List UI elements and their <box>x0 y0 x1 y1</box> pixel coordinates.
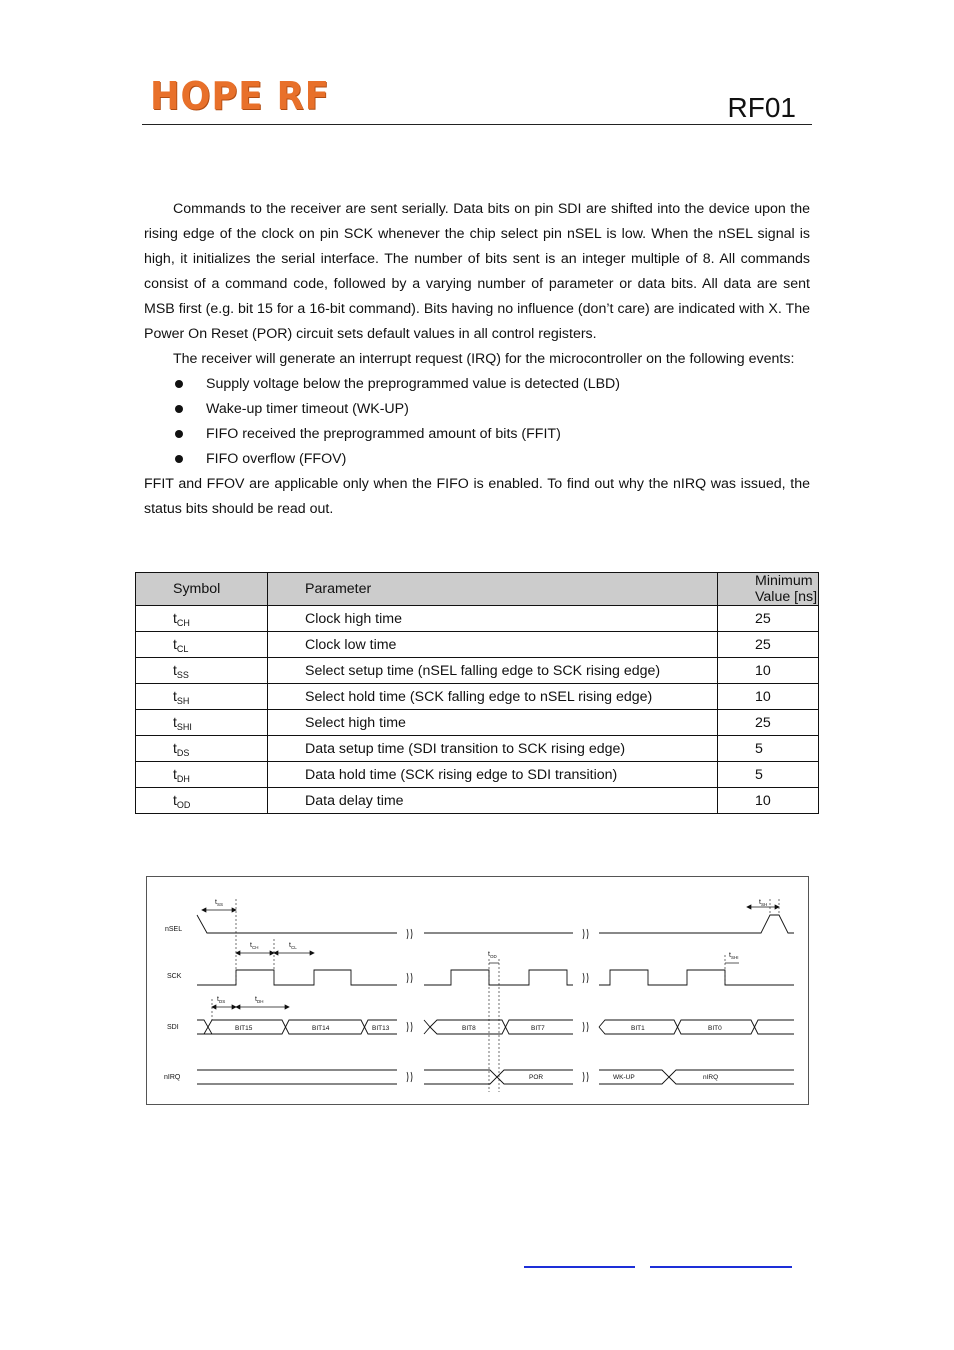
symbol-cell: $t_{SH}$ <box>136 684 268 710</box>
table-row <box>136 606 819 632</box>
timing-diagram <box>146 876 809 1105</box>
label-tshi: $t_{SHI}$ <box>729 952 739 960</box>
body-text <box>144 197 810 522</box>
table-row <box>136 736 819 762</box>
paragraph-status-bits: FFIT and FFOV are applicable only when the FIFO is enabled. To find out why the nIRQ was issued, the status bits should be read out. <box>144 476 810 517</box>
table-row <box>136 632 819 658</box>
bit-label: BIT13 <box>372 1025 390 1032</box>
bit-label: BIT0 <box>708 1025 722 1032</box>
min-value-cell: 25 <box>718 632 819 658</box>
bullet-icon <box>175 405 183 413</box>
table-header-row <box>136 573 819 606</box>
symbol-cell: $t_{DH}$ <box>136 762 268 788</box>
header-rule <box>142 124 812 125</box>
parameter-cell: Data hold time (SCK rising edge to SDI transition) <box>268 762 718 788</box>
column-header-parameter: Parameter <box>268 573 718 606</box>
list-item-text: FIFO overflow (FFOV) <box>206 451 347 467</box>
sck-waveform <box>197 970 794 985</box>
list-item <box>144 397 810 422</box>
column-header-symbol: Symbol <box>136 573 268 606</box>
bullet-icon <box>175 430 183 438</box>
irq-label-por: POR <box>529 1074 544 1081</box>
list-item <box>144 447 810 472</box>
parameter-cell: Data delay time <box>268 788 718 814</box>
symbol-cell: $t_{OD}$ <box>136 788 268 814</box>
irq-event-list <box>144 372 810 472</box>
label-tcl: $t_{CL}$ <box>289 942 297 950</box>
min-value-cell: 10 <box>718 684 819 710</box>
break-marks <box>407 929 588 1082</box>
logo: HOPE RF <box>150 74 330 118</box>
symbol-cell: $t_{CL}$ <box>136 632 268 658</box>
table-row <box>136 710 819 736</box>
min-value-cell: 5 <box>718 762 819 788</box>
parameter-cell: Select high time <box>268 710 718 736</box>
timing-parameter-table <box>135 572 819 814</box>
label-tod: $t_{OD}$ <box>488 951 497 959</box>
symbol-cell: $t_{SS}$ <box>136 658 268 684</box>
parameter-cell: Data setup time (SDI transition to SCK rising edge) <box>268 736 718 762</box>
label-tss: $t_{SS}$ <box>215 899 223 907</box>
label-tds: $t_{DS}$ <box>217 996 226 1004</box>
list-item <box>144 372 810 397</box>
parameter-cell: Clock high time <box>268 606 718 632</box>
symbol-cell: $t_{DS}$ <box>136 736 268 762</box>
signal-label-sck: SCK <box>167 973 182 980</box>
bit-label: BIT1 <box>631 1025 645 1032</box>
bit-label: BIT14 <box>312 1025 330 1032</box>
min-value-cell: 25 <box>718 606 819 632</box>
bit-label: BIT7 <box>531 1025 545 1032</box>
min-value-cell: 25 <box>718 710 819 736</box>
sdi-waveform <box>197 1020 794 1034</box>
bullet-icon <box>175 455 183 463</box>
footer-link-1[interactable] <box>524 1266 635 1268</box>
nsel-waveform <box>197 915 794 933</box>
irq-label-nirq: nIRQ <box>703 1074 719 1081</box>
reference-lines <box>212 899 779 1092</box>
symbol-cell: $t_{SHI}$ <box>136 710 268 736</box>
list-item-text: Wake-up timer timeout (WK-UP) <box>206 401 409 417</box>
timing-diagram-svg <box>147 877 808 1104</box>
label-tsh: $t_{SH}$ <box>759 899 768 907</box>
symbol-cell: $t_{CH}$ <box>136 606 268 632</box>
column-header-min-value: Minimum Value [ns] <box>718 573 819 606</box>
irq-label-wkup: WK-UP <box>613 1074 635 1081</box>
min-value-cell: 10 <box>718 658 819 684</box>
signal-label-nirq: nIRQ <box>164 1074 181 1081</box>
list-item <box>144 422 810 447</box>
parameter-cell: Select hold time (SCK falling edge to nSEL rising edge) <box>268 684 718 710</box>
table-row <box>136 788 819 814</box>
bit-label: BIT8 <box>462 1025 476 1032</box>
min-value-cell: 5 <box>718 736 819 762</box>
label-tch: $t_{CH}$ <box>250 942 259 950</box>
bit-label: BIT15 <box>235 1025 253 1032</box>
signal-label-nsel: nSEL <box>165 926 183 933</box>
bullet-icon <box>175 380 183 388</box>
list-item-text: Supply voltage below the preprogrammed value is detected (LBD) <box>206 376 621 392</box>
paragraph-irq-intro: The receiver will generate an interrupt request (IRQ) for the microcontroller on the following events: <box>173 351 795 367</box>
footer-link-2[interactable] <box>650 1266 792 1268</box>
timing-labels <box>215 899 767 1004</box>
table-row <box>136 762 819 788</box>
signal-label-sdi: SDI <box>167 1024 179 1031</box>
parameter-cell: Clock low time <box>268 632 718 658</box>
min-value-cell: 10 <box>718 788 819 814</box>
table-row <box>136 658 819 684</box>
label-tdh: $t_{DH}$ <box>255 996 264 1004</box>
irq-labels <box>529 1074 718 1081</box>
list-item-text: FIFO received the preprogrammed amount of bits (FFIT) <box>206 426 561 442</box>
table-row <box>136 684 819 710</box>
sdi-bit-labels <box>235 1025 722 1032</box>
parameter-cell: Select setup time (nSEL falling edge to SCK rising edge) <box>268 658 718 684</box>
paragraph-serial-commands: Commands to the receiver are sent serially. Data bits on pin SDI are shifted into the device upon the rising edge of the clock on pin SCK whenever the chip select pin nSEL is low. When the nSEL signal is high, it initializes the serial interface. The number of bits sent is an integer multiple of 8. All commands consist of a command code, followed by a varying number of parameter or data bits. All data are sent MSB first (e.g. bit 15 for a 16-bit command). Bits having no influence (don’t care) are indicated with X. The Power On Reset (POR) circuit sets default values in all control registers. <box>144 201 810 342</box>
model-name: RF01 <box>727 92 796 123</box>
